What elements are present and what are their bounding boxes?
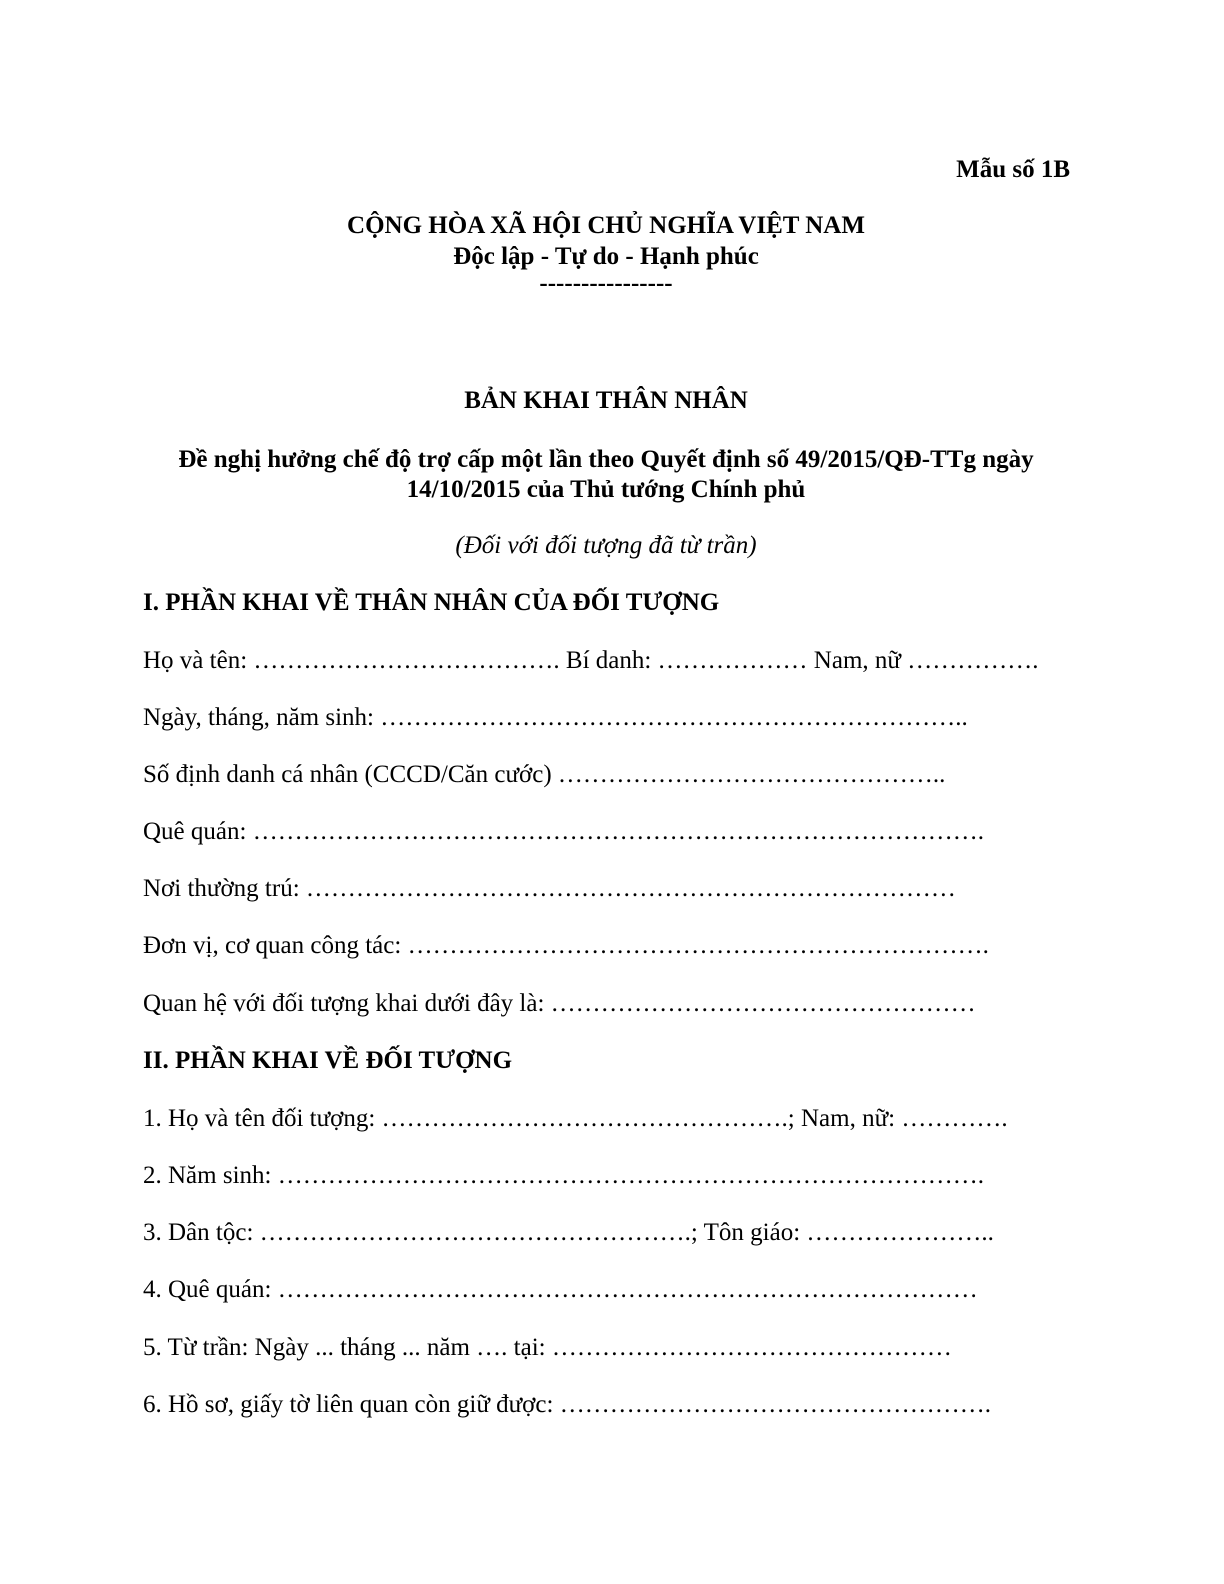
form-line-subject-birth-year[interactable]: 2. Năm sinh: ………………………………………………………………………….	[143, 1162, 984, 1189]
document-subtitle-line2: 14/10/2015 của Thủ tướng Chính phủ	[406, 476, 806, 503]
form-line-relative-residence[interactable]: Nơi thường trú: ……………………………………………………………………	[143, 875, 956, 902]
header-separator: ----------------	[539, 270, 673, 297]
form-line-relative-id-number[interactable]: Số định danh cá nhân (CCCD/Căn cước) ………………………………………..	[143, 761, 946, 788]
document-note: (Đối với đối tượng đã từ trần)	[455, 532, 757, 559]
form-line-subject-documents[interactable]: 6. Hồ sơ, giấy tờ liên quan còn giữ được: …………………………………………….	[143, 1391, 991, 1418]
form-line-subject-ethnicity-religion[interactable]: 3. Dân tộc: …………………………………………….; Tôn giáo: …………………..	[143, 1219, 994, 1246]
section1-heading: I. PHẦN KHAI VỀ THÂN NHÂN CỦA ĐỐI TƯỢNG	[143, 589, 720, 616]
form-line-subject-hometown[interactable]: 4. Quê quán: …………………………………………………………………………	[143, 1276, 978, 1303]
document-subtitle-line1: Đề nghị hưởng chế độ trợ cấp một lần theo Quyết định số 49/2015/QĐ-TTg ngày	[178, 446, 1034, 473]
country-name: CỘNG HÒA XÃ HỘI CHỦ NGHĨA VIỆT NAM	[347, 212, 865, 239]
national-motto: Độc lập - Tự do - Hạnh phúc	[453, 243, 759, 270]
form-line-subject-death[interactable]: 5. Từ trần: Ngày ... tháng ... năm …. tại: …………………………………………	[143, 1334, 952, 1361]
form-code: Mẫu số 1B	[956, 156, 1070, 183]
form-line-subject-name[interactable]: 1. Họ và tên đối tượng: ………………………………………….; Nam, nữ: ………….	[143, 1105, 1008, 1132]
document-title: BẢN KHAI THÂN NHÂN	[464, 387, 748, 414]
form-line-relative-workplace[interactable]: Đơn vị, cơ quan công tác: …………………………………………………………….	[143, 932, 989, 959]
form-line-relative-name[interactable]: Họ và tên: ………………………………. Bí danh: ……………… Nam, nữ …………….	[143, 647, 1039, 674]
form-line-relative-birthdate[interactable]: Ngày, tháng, năm sinh: ……………………………………………………………..	[143, 704, 968, 731]
section2-heading: II. PHẦN KHAI VỀ ĐỐI TƯỢNG	[143, 1047, 513, 1074]
form-line-relationship[interactable]: Quan hệ với đối tượng khai dưới đây là: ……………………………………………	[143, 990, 976, 1017]
form-line-relative-hometown[interactable]: Quê quán: …………………………………………………………………………….	[143, 818, 984, 845]
